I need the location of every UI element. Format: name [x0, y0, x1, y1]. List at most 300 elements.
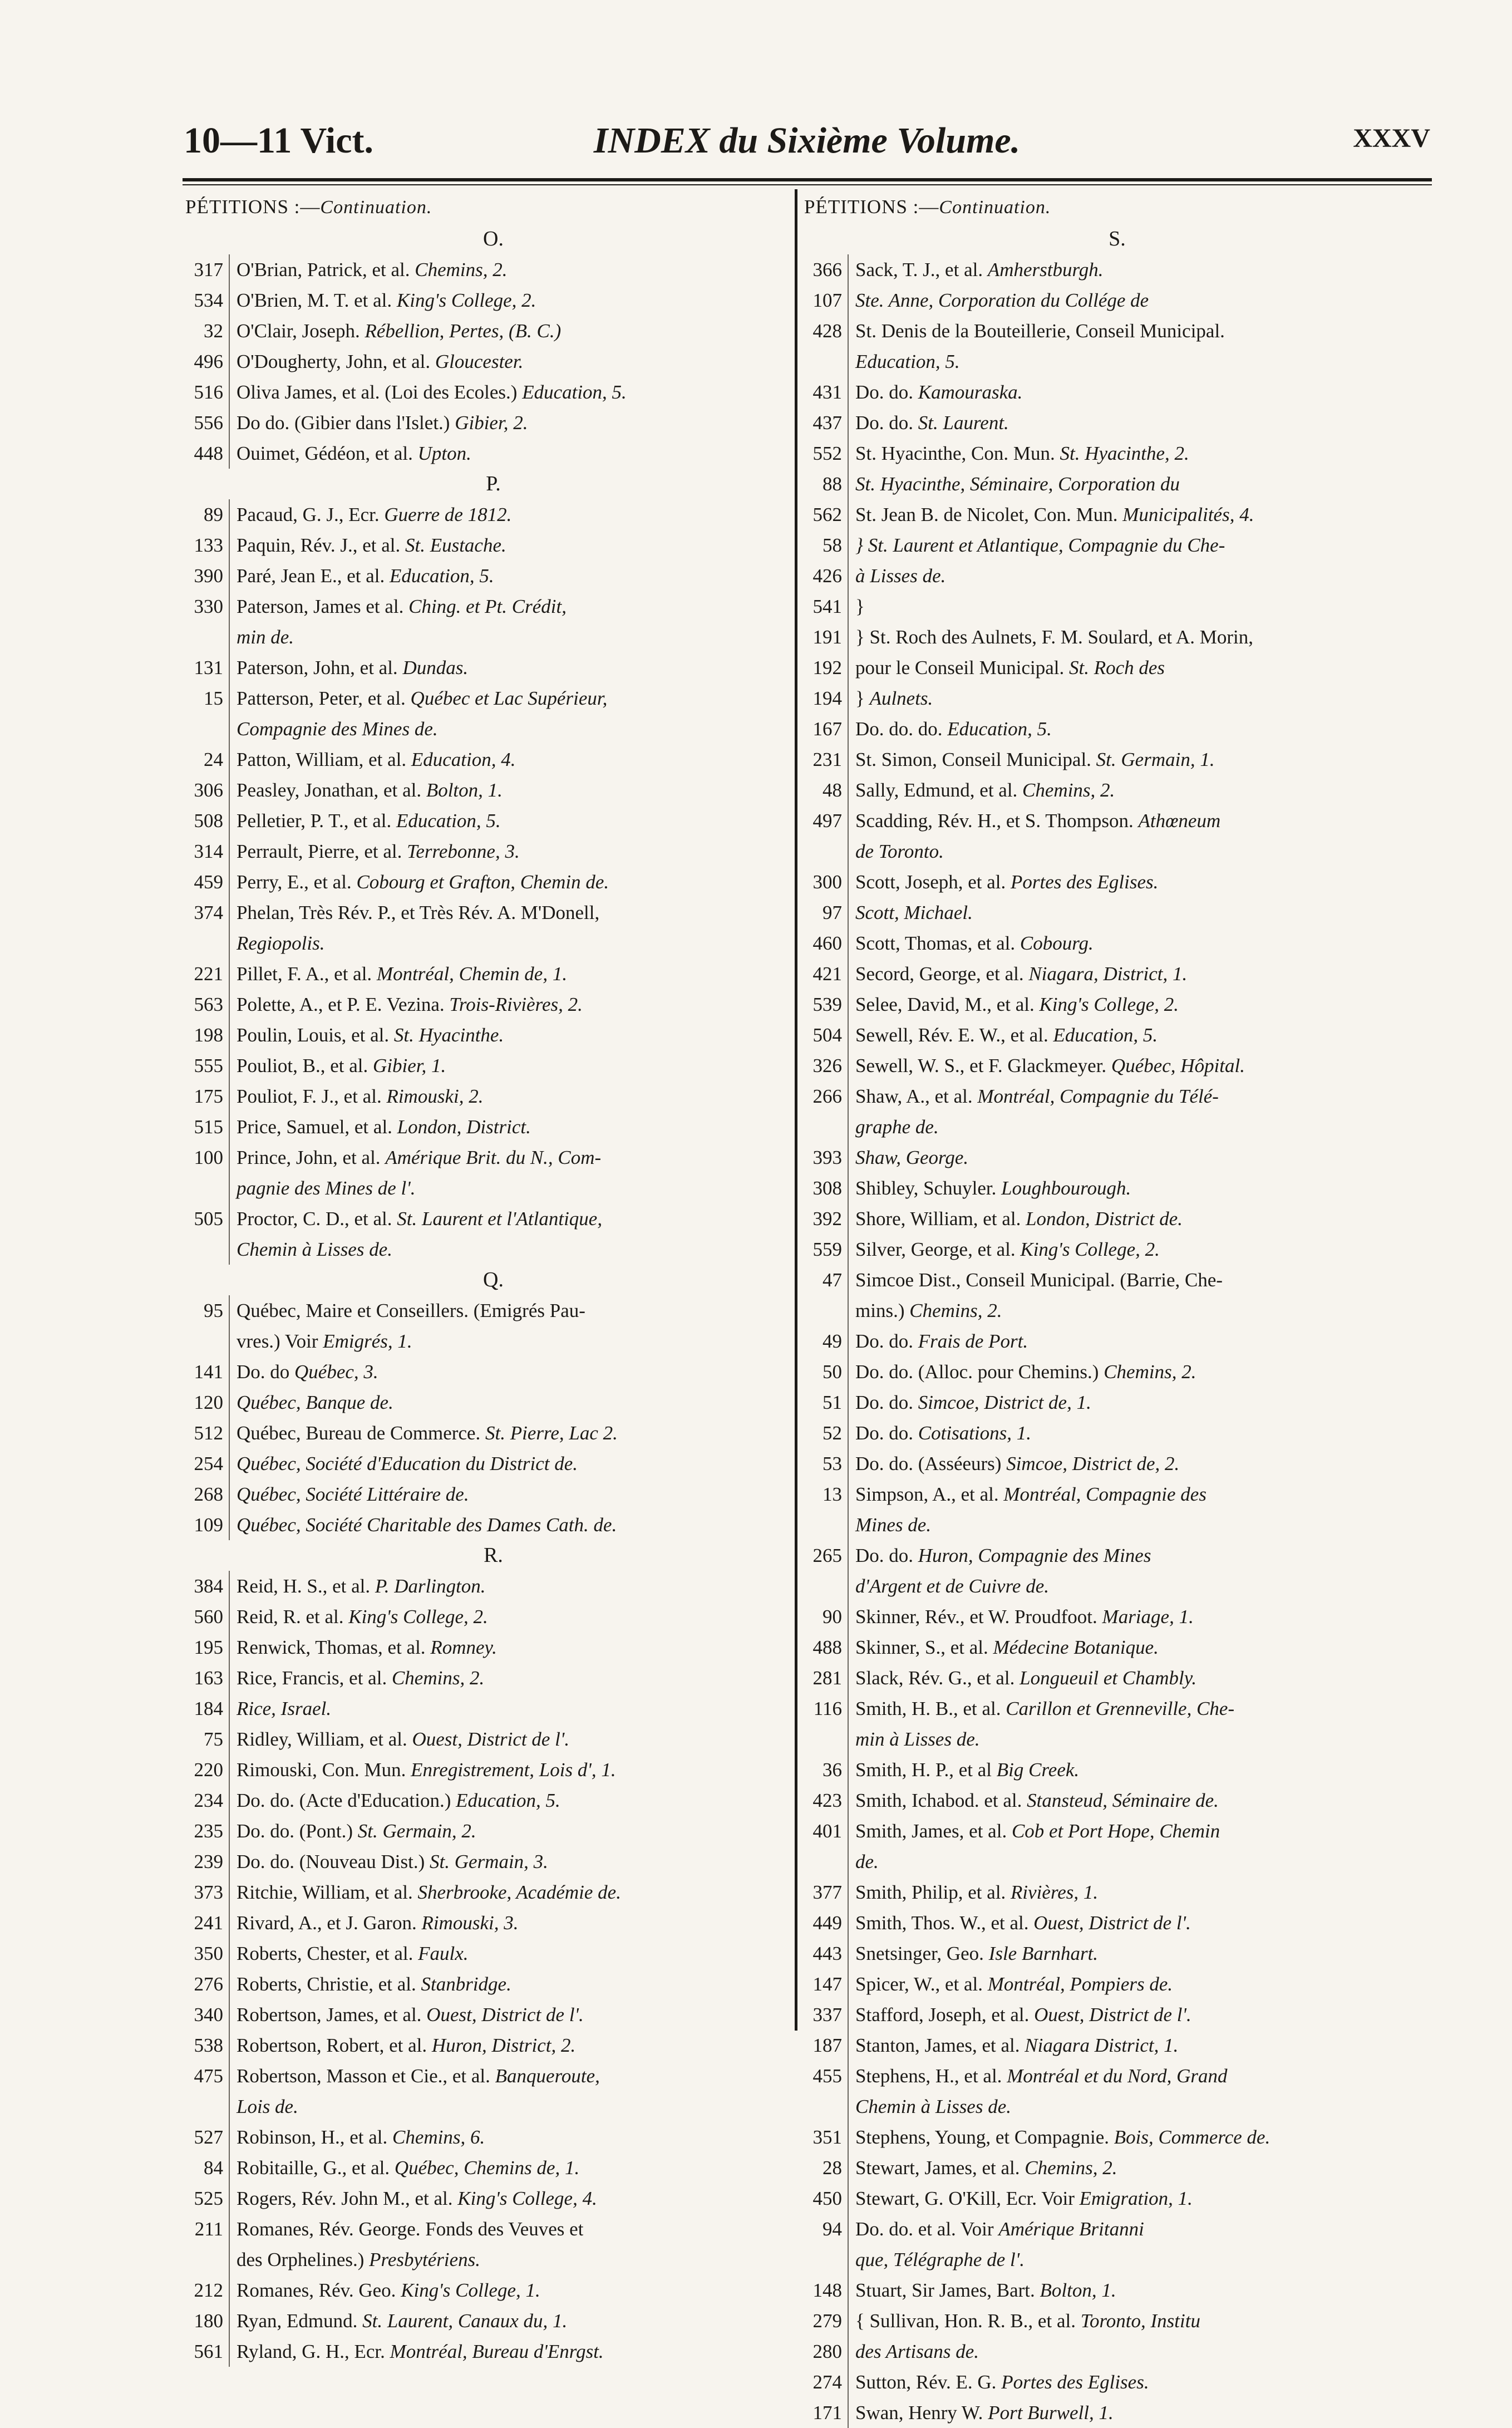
entry-text [849, 2091, 1011, 2122]
index-entry [185, 805, 801, 836]
entry-reference: Chemins, 2. [1104, 1361, 1196, 1383]
entry-text [849, 1785, 1219, 1816]
index-entry [804, 499, 1430, 530]
entry-name: Peasley, Jonathan, et al. [237, 779, 426, 801]
entry-text [230, 1479, 469, 1510]
index-entry [804, 591, 1430, 622]
entry-reference: min à Lisses de. [855, 1728, 980, 1750]
entry-text [230, 1571, 486, 1601]
entry-reference: de Toronto. [855, 841, 944, 862]
entry-text [230, 2152, 579, 2183]
entry-text [230, 1142, 601, 1173]
petition-number [804, 346, 849, 377]
entry-name: Paterson, John, et al. [237, 657, 403, 679]
index-entry [185, 1479, 801, 1510]
column-heading-continuation: Continuation. [939, 197, 1051, 218]
index-entry [185, 530, 801, 561]
petition-number: 28 [804, 2152, 849, 2183]
section-letter: Q. [483, 1268, 504, 1291]
entry-reference: de. [855, 1851, 879, 1872]
entry-text [230, 1693, 331, 1724]
entry-name: Scott, Joseph, et al. [855, 871, 1011, 893]
index-entry [804, 2367, 1430, 2397]
entry-text [230, 867, 609, 897]
entry-reference: des Artisans de. [855, 2341, 979, 2362]
entry-reference: Presbytériens. [369, 2249, 481, 2270]
entry-reference: P. Darlington. [375, 1575, 486, 1597]
entry-reference: St. Roch des [1068, 657, 1165, 679]
petition-number: 49 [804, 1326, 849, 1356]
index-entry [185, 683, 801, 714]
header-rule-thin [183, 184, 1432, 185]
petition-number: 265 [804, 1540, 849, 1571]
entry-name: Rivard, A., et J. Garon. [237, 1912, 422, 1934]
entry-reference: Frais de Port. [918, 1330, 1028, 1352]
entry-name: Sack, T. J., et al. [855, 259, 988, 281]
petition-number: 534 [185, 285, 230, 316]
petition-number: 184 [185, 1693, 230, 1724]
entry-reference: St. Germain, 2. [357, 1820, 476, 1842]
petition-number: 538 [185, 2030, 230, 2061]
entry-name: Robinson, H., et al. [237, 2126, 392, 2148]
entry-reference: Amherstburgh. [987, 259, 1104, 281]
entry-reference: Niagara, District, 1. [1028, 963, 1188, 985]
entry-text [230, 1448, 578, 1479]
entry-text [230, 1846, 548, 1877]
index-entry [804, 652, 1430, 683]
entry-reference: Ching. et Pt. Crédit, [408, 596, 567, 617]
entry-reference: Niagara District, 1. [1025, 2034, 1179, 2056]
index-entry [804, 1999, 1430, 2030]
index-entry [185, 959, 801, 989]
right-column [804, 190, 1430, 2428]
entry-name: Scott, Thomas, et al. [855, 932, 1020, 954]
entry-text [230, 1632, 497, 1663]
entry-name: Ryan, Edmund. [237, 2310, 363, 2332]
entry-name: Do. do. (Acte d'Education.) [237, 1790, 456, 1811]
petition-number: 527 [185, 2122, 230, 2152]
entry-text [849, 1938, 1098, 1969]
entry-reference: Faulx. [418, 1943, 469, 1964]
entry-name: Do. do. [855, 412, 918, 434]
index-entry [804, 622, 1430, 652]
entry-text [230, 652, 468, 683]
entry-text [849, 775, 1115, 805]
entry-name: Stewart, James, et al. [855, 2157, 1025, 2179]
petition-number: 235 [185, 1816, 230, 1846]
entry-name: Romanes, Rév. George. Fonds des Veuves et [237, 2218, 584, 2240]
index-entry [185, 1234, 801, 1265]
index-entry [804, 346, 1430, 377]
entry-name: Phelan, Très Rév. P., et Très Rév. A. M'Donell, [237, 902, 600, 923]
entry-text [849, 683, 933, 714]
petition-number: 175 [185, 1081, 230, 1112]
entry-name: Smith, James, et al. [855, 1820, 1012, 1842]
left-column [185, 190, 801, 2367]
section-letter: P. [486, 472, 501, 495]
entry-text [230, 1295, 585, 1326]
petition-number: 559 [804, 1234, 849, 1265]
entry-text [849, 1571, 1049, 1601]
entry-reference: St. Laurent et l'Atlantique, [397, 1208, 603, 1230]
petition-number: 53 [804, 1448, 849, 1479]
entry-reference: d'Argent et de Cuivre de. [855, 1575, 1049, 1597]
petition-number: 326 [804, 1050, 849, 1081]
entry-name: O'Brian, Patrick, et al. [237, 259, 415, 281]
petition-number: 13 [804, 1479, 849, 1510]
entry-text [230, 1601, 488, 1632]
entry-text [849, 530, 1225, 561]
entry-name: Slack, Rév. G., et al. [855, 1667, 1020, 1689]
petition-number: 24 [185, 744, 230, 775]
entry-name: Québec, Maire et Conseillers. (Emigrés Pau- [237, 1300, 585, 1321]
entry-reference: Education, 5. [1053, 1024, 1158, 1046]
index-entry [804, 1785, 1430, 1816]
entry-reference: à Lisses de. [855, 565, 946, 587]
entry-name: St. Jean B. de Nicolet, Con. Mun. [855, 504, 1123, 525]
petition-number: 32 [185, 316, 230, 346]
entry-reference: Québec, Société d'Education du District de. [237, 1453, 578, 1475]
entry-text [849, 2030, 1178, 2061]
column-heading [804, 190, 1430, 224]
entry-reference: St. Hyacinthe, Séminaire, Corporation du [855, 473, 1180, 495]
entry-reference: Education, 5. [947, 718, 1052, 740]
petition-number: 300 [804, 867, 849, 897]
petition-number: 525 [185, 2183, 230, 2214]
entry-reference: St. Germain, 1. [1096, 749, 1215, 770]
entry-name: Do. do. do. [855, 718, 948, 740]
index-entry [804, 1479, 1430, 1510]
entry-reference: Gibier, 2. [455, 412, 528, 434]
entry-name: Skinner, S., et al. [855, 1636, 993, 1658]
index-entry [804, 438, 1430, 469]
column-heading-title: PÉTITIONS :— [185, 196, 321, 218]
entry-name: pour le Conseil Municipal. [855, 657, 1069, 679]
index-entry [185, 1173, 801, 1203]
entry-reference: Enregistrement, Lois d', 1. [411, 1759, 616, 1781]
index-entry [185, 1081, 801, 1112]
entry-name: Reid, R. et al. [237, 1606, 349, 1628]
entry-reference: Education, 5. [522, 381, 627, 403]
petition-number: 448 [185, 438, 230, 469]
entry-text [230, 1081, 483, 1112]
entry-reference: Carillon et Grenneville, Che- [1006, 1698, 1235, 1719]
entry-text [230, 2336, 604, 2367]
entry-reference: Emigration, 1. [1079, 2188, 1193, 2209]
entry-text [230, 2244, 480, 2275]
petition-number: 280 [804, 2336, 849, 2367]
entry-name: } [855, 687, 870, 709]
entry-name: O'Dougherty, John, et al. [237, 351, 435, 372]
petition-number: 423 [804, 1785, 849, 1816]
index-entry [185, 1908, 801, 1938]
entry-text [230, 744, 516, 775]
entry-text [230, 377, 627, 407]
entry-reference: King's College, 2. [1020, 1238, 1160, 1260]
entry-reference: Cotisations, 1. [918, 1422, 1032, 1444]
entry-text [230, 1234, 392, 1265]
entry-name: Skinner, Rév., et W. Proudfoot. [855, 1606, 1102, 1628]
entry-name: Stafford, Joseph, et al. [855, 2004, 1035, 2026]
petition-number: 107 [804, 285, 849, 316]
column-heading-continuation: Continuation. [320, 197, 432, 218]
petition-number: 437 [804, 407, 849, 438]
entry-text [230, 346, 523, 377]
petition-number: 100 [185, 1142, 230, 1173]
petition-number [185, 1173, 230, 1203]
index-entry [804, 285, 1430, 316]
index-entry [804, 2183, 1430, 2214]
index-entry [804, 1173, 1430, 1203]
petition-number: 50 [804, 1356, 849, 1387]
entry-text [230, 1326, 412, 1356]
entry-text [230, 1663, 484, 1693]
index-entry [804, 1265, 1430, 1295]
entry-reference: St. Germain, 3. [430, 1851, 548, 1872]
entry-reference: Emigrés, 1. [323, 1330, 412, 1352]
petition-number: 163 [185, 1663, 230, 1693]
petition-number: 488 [804, 1632, 849, 1663]
entry-text [230, 2061, 600, 2091]
entry-text [849, 1693, 1234, 1724]
entry-name: Robertson, Robert, et al. [237, 2034, 432, 2056]
petition-number: 421 [804, 959, 849, 989]
petition-number: 221 [185, 959, 230, 989]
index-entry [185, 2122, 801, 2152]
header-page-number: XXXV [1353, 124, 1430, 153]
index-entry [185, 1112, 801, 1142]
entry-text [230, 836, 520, 867]
petition-number: 449 [804, 1908, 849, 1938]
entry-text [849, 2244, 1025, 2275]
petition-number: 36 [804, 1754, 849, 1785]
entry-name: Do. do. et al. Voir [855, 2218, 999, 2240]
petition-number: 308 [804, 1173, 849, 1203]
index-entry [804, 2397, 1430, 2428]
entry-text [230, 1173, 415, 1203]
entry-text [849, 2061, 1228, 2091]
entry-reference: Chemin à Lisses de. [237, 1238, 392, 1260]
entry-name: Simcoe Dist., Conseil Municipal. (Barrie, Che- [855, 1269, 1223, 1291]
index-entry [804, 1448, 1430, 1479]
petition-number: 84 [185, 2152, 230, 2183]
entry-name: Smith, Thos. W., et al. [855, 1912, 1034, 1934]
petition-number: 556 [185, 407, 230, 438]
petition-number: 266 [804, 1081, 849, 1112]
index-entry [185, 1050, 801, 1081]
index-entry [804, 2122, 1430, 2152]
entry-reference: Bois, Commerce de. [1114, 2126, 1270, 2148]
petition-number [185, 2091, 230, 2122]
index-entry [804, 1234, 1430, 1265]
index-entry [185, 1846, 801, 1877]
entry-reference: Terrebonne, 3. [407, 841, 520, 862]
entry-name: Stewart, G. O'Kill, Ecr. Voir [855, 2188, 1080, 2209]
entry-name: Patton, William, et al. [237, 749, 411, 770]
entry-name: Roberts, Chester, et al. [237, 1943, 418, 1964]
index-entry [185, 1142, 801, 1173]
index-entry [804, 1908, 1430, 1938]
entry-text [849, 1540, 1151, 1571]
entry-reference: Rimouski, 2. [386, 1085, 484, 1107]
petition-number: 241 [185, 1908, 230, 1938]
petition-number: 401 [804, 1816, 849, 1846]
entry-reference: Chemin à Lisses de. [855, 2096, 1011, 2117]
petition-number: 459 [185, 867, 230, 897]
petition-number: 147 [804, 1969, 849, 1999]
petition-number: 306 [185, 775, 230, 805]
petition-number: 90 [804, 1601, 849, 1632]
entry-text [230, 775, 503, 805]
index-entry [804, 1601, 1430, 1632]
column-heading-title: PÉTITIONS :— [804, 196, 939, 218]
index-entry [804, 1969, 1430, 1999]
entry-name: Poulin, Louis, et al. [237, 1024, 394, 1046]
entry-text [849, 2275, 1116, 2306]
entry-reference: Education, 4. [411, 749, 516, 770]
petition-number: 426 [804, 561, 849, 591]
entry-reference: St. Laurent. [918, 412, 1009, 434]
entry-reference: Québec, 3. [294, 1361, 378, 1383]
petition-number: 268 [185, 1479, 230, 1510]
index-entry [804, 561, 1430, 591]
entry-name: St. Denis de la Bouteillerie, Conseil Municipal. [855, 320, 1225, 342]
index-entry [804, 1632, 1430, 1663]
entry-reference: Banqueroute, [495, 2065, 600, 2087]
petition-number: 75 [185, 1724, 230, 1754]
entry-text [230, 1785, 560, 1816]
entry-name: Pacaud, G. J., Ecr. [237, 504, 385, 525]
entry-name: Ryland, G. H., Ecr. [237, 2341, 390, 2362]
petition-number [185, 622, 230, 652]
entry-text [849, 959, 1187, 989]
entry-reference: King's College, 2. [348, 1606, 488, 1628]
entry-name: Stanton, James, et al. [855, 2034, 1025, 2056]
entry-reference: Education, 5. [855, 351, 960, 372]
petition-number: 211 [185, 2214, 230, 2244]
entry-name: Sewell, Rév. E. W., et al. [855, 1024, 1053, 1046]
entry-text [230, 316, 561, 346]
entry-reference: Rice, Israel. [237, 1698, 332, 1719]
entry-text [230, 1112, 531, 1142]
entry-text [230, 2183, 597, 2214]
petition-number [804, 1724, 849, 1754]
index-entry [804, 867, 1430, 897]
entry-text [230, 407, 528, 438]
index-entry [804, 2061, 1430, 2091]
entry-text [230, 1203, 602, 1234]
entry-text [849, 1418, 1031, 1448]
entry-text [849, 438, 1189, 469]
entry-text [230, 530, 506, 561]
index-entry [185, 591, 801, 622]
petition-number: 443 [804, 1938, 849, 1969]
entry-name: Ridley, William, et al. [237, 1728, 412, 1750]
petition-number: 148 [804, 2275, 849, 2306]
entry-name: Do. do. [855, 381, 918, 403]
entry-name: Swan, Henry W. [855, 2402, 988, 2424]
index-entry [185, 2275, 801, 2306]
section-letter: O. [483, 227, 504, 250]
entry-reference: Gloucester. [435, 351, 524, 372]
entry-name: Snetsinger, Geo. [855, 1943, 989, 1964]
entry-text [849, 1908, 1191, 1938]
entry-text [849, 928, 1094, 959]
entry-text [230, 499, 511, 530]
entry-reference: Trois-Rivières, 2. [449, 994, 583, 1015]
petition-number: 279 [804, 2306, 849, 2336]
petition-number: 496 [185, 346, 230, 377]
entry-text [230, 1908, 518, 1938]
index-entry [804, 1693, 1430, 1724]
index-entry [804, 316, 1430, 346]
petition-number: 274 [804, 2367, 849, 2397]
index-entry [804, 2244, 1430, 2275]
entry-name: Prince, John, et al. [237, 1147, 386, 1168]
entry-text [849, 2183, 1193, 2214]
entry-text [849, 1724, 980, 1754]
entry-reference: King's College, 2. [396, 289, 536, 311]
index-entry [185, 1938, 801, 1969]
entry-text [849, 1510, 931, 1540]
entry-reference: St. Pierre, Lac 2. [485, 1422, 618, 1444]
entry-reference: Mines de. [855, 1514, 932, 1536]
petition-number: 541 [804, 591, 849, 622]
entry-text [849, 2336, 979, 2367]
index-entry [804, 2152, 1430, 2183]
entry-reference: min de. [237, 626, 294, 648]
index-entry [185, 1448, 801, 1479]
entry-reference: Cob et Port Hope, Chemin [1011, 1820, 1220, 1842]
entry-reference: Cobourg et Grafton, Chemin de. [356, 871, 609, 893]
entry-text [849, 591, 865, 622]
entry-reference: Shaw, George. [855, 1147, 969, 1168]
entry-name: Sally, Edmund, et al. [855, 779, 1023, 801]
index-entry [804, 1938, 1430, 1969]
entry-name: Smith, Philip, et al. [855, 1881, 1011, 1903]
entry-name: Paterson, James et al. [237, 596, 409, 617]
entry-reference: Simcoe, District de, 2. [1006, 1453, 1180, 1475]
index-entry [185, 346, 801, 377]
entry-reference: Québec, Société Littéraire de. [237, 1483, 469, 1505]
petition-number: 512 [185, 1418, 230, 1448]
index-entry [804, 1326, 1430, 1356]
petition-number: 314 [185, 836, 230, 867]
petition-number: 180 [185, 2306, 230, 2336]
entry-reference: Chemins, 2. [415, 259, 508, 281]
entry-text [849, 805, 1220, 836]
entry-name: Polette, A., et P. E. Vezina. [237, 994, 450, 1015]
petition-number [185, 714, 230, 744]
entry-reference: Kamouraska. [918, 381, 1023, 403]
petition-number: 373 [185, 1877, 230, 1908]
index-entry [804, 1846, 1430, 1877]
petition-number [804, 1510, 849, 1540]
entry-text [849, 1112, 939, 1142]
entry-name: Do. do. (Asséeurs) [855, 1453, 1007, 1475]
index-entry [804, 1540, 1430, 1571]
entry-reference: Montréal, Compagnie des [1003, 1483, 1206, 1505]
petition-number: 191 [804, 622, 849, 652]
petition-number: 89 [185, 499, 230, 530]
petition-number: 377 [804, 1877, 849, 1908]
entry-reference: Ouest, District de l'. [412, 1728, 570, 1750]
entry-name: Price, Samuel, et al. [237, 1116, 397, 1138]
petition-number: 120 [185, 1387, 230, 1418]
petition-number: 171 [804, 2397, 849, 2428]
index-entry [185, 836, 801, 867]
entry-name: Selee, David, M., et al. [855, 994, 1040, 1015]
